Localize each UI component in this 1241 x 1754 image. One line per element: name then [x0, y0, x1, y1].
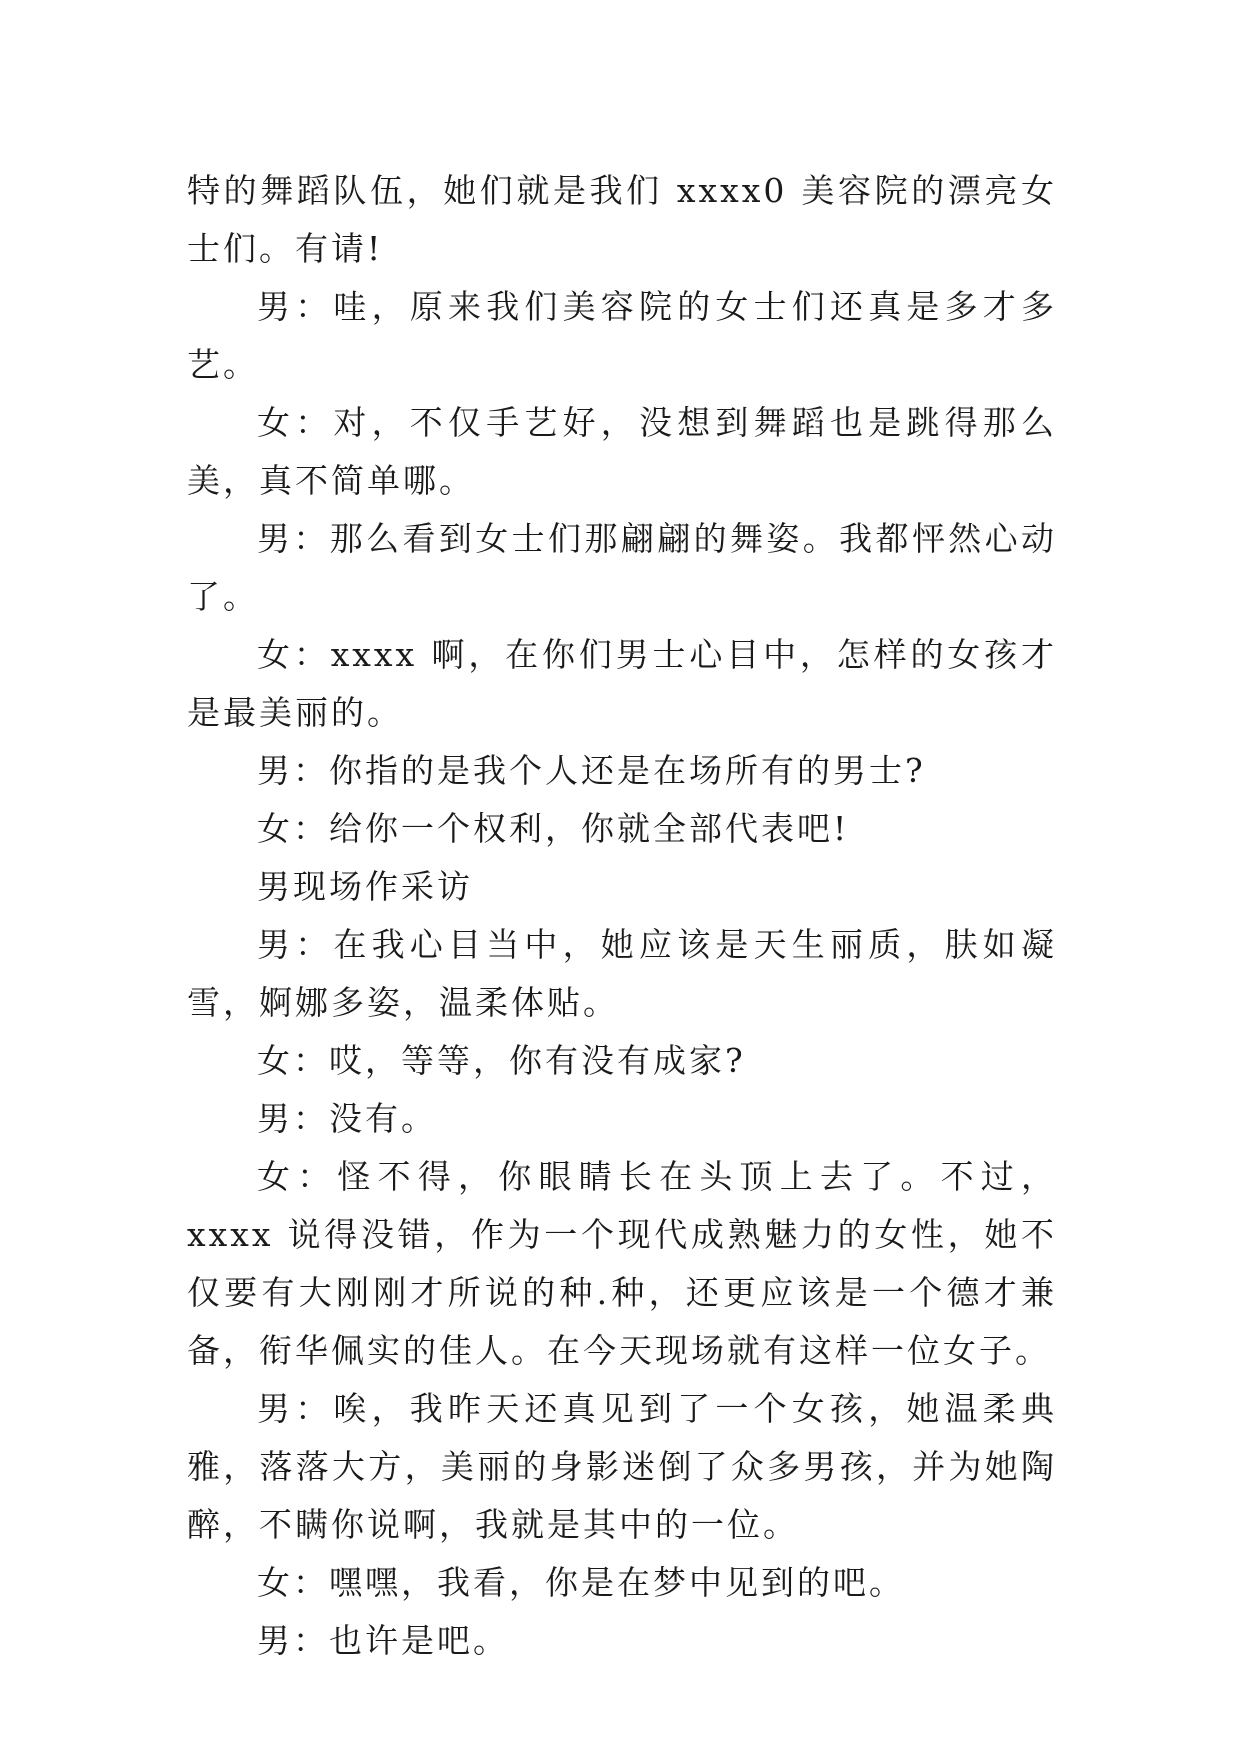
document-page	[187, 162, 1057, 1670]
paragraph-dialogue: 女：xxxx 啊，在你们男士心目中，怎样的女孩才是最美丽的。	[187, 635, 1057, 732]
paragraph-stage-direction: 男现场作采访	[257, 867, 473, 906]
paragraph-dialogue: 男：唉，我昨天还真见到了一个女孩，她温柔典雅，落落大方，美丽的身影迷倒了众多男孩，并为她陶醉，不瞒你说啊，我就是其中的一位。	[187, 1389, 1057, 1544]
paragraph-dialogue: 女：对，不仅手艺好，没想到舞蹈也是跳得那么美，真不简单哪。	[187, 403, 1057, 500]
paragraph-dialogue: 男：没有。	[257, 1099, 437, 1138]
paragraph-continuation: 特的舞蹈队伍，她们就是我们 xxxx0 美容院的漂亮女士们。有请!	[187, 171, 1057, 268]
paragraph-dialogue: 女：嘿嘿，我看，你是在梦中见到的吧。	[257, 1563, 905, 1602]
paragraph-dialogue: 女：给你一个权利，你就全部代表吧!	[257, 809, 850, 848]
paragraph-dialogue: 女：哎，等等，你有没有成家?	[257, 1041, 746, 1080]
paragraph-dialogue: 男：那么看到女士们那翩翩的舞姿。我都怦然心动了。	[187, 519, 1057, 616]
paragraph-dialogue: 男：也许是吧。	[257, 1621, 509, 1660]
paragraph-dialogue: 女：怪不得，你眼睛长在头顶上去了。不过，xxxx 说得没错，作为一个现代成熟魅力的女性，她不仅要有大刚刚才所说的种.种，还更应该是一个德才兼备，衔华佩实的佳人。在今天现场就有这样一位女子。	[187, 1157, 1057, 1370]
paragraph-dialogue: 男：你指的是我个人还是在场所有的男士?	[257, 751, 926, 790]
paragraph-dialogue: 男：哇，原来我们美容院的女士们还真是多才多艺。	[187, 287, 1057, 384]
paragraph-dialogue: 男：在我心目当中，她应该是天生丽质，肤如凝雪，婀娜多姿，温柔体贴。	[187, 925, 1057, 1022]
